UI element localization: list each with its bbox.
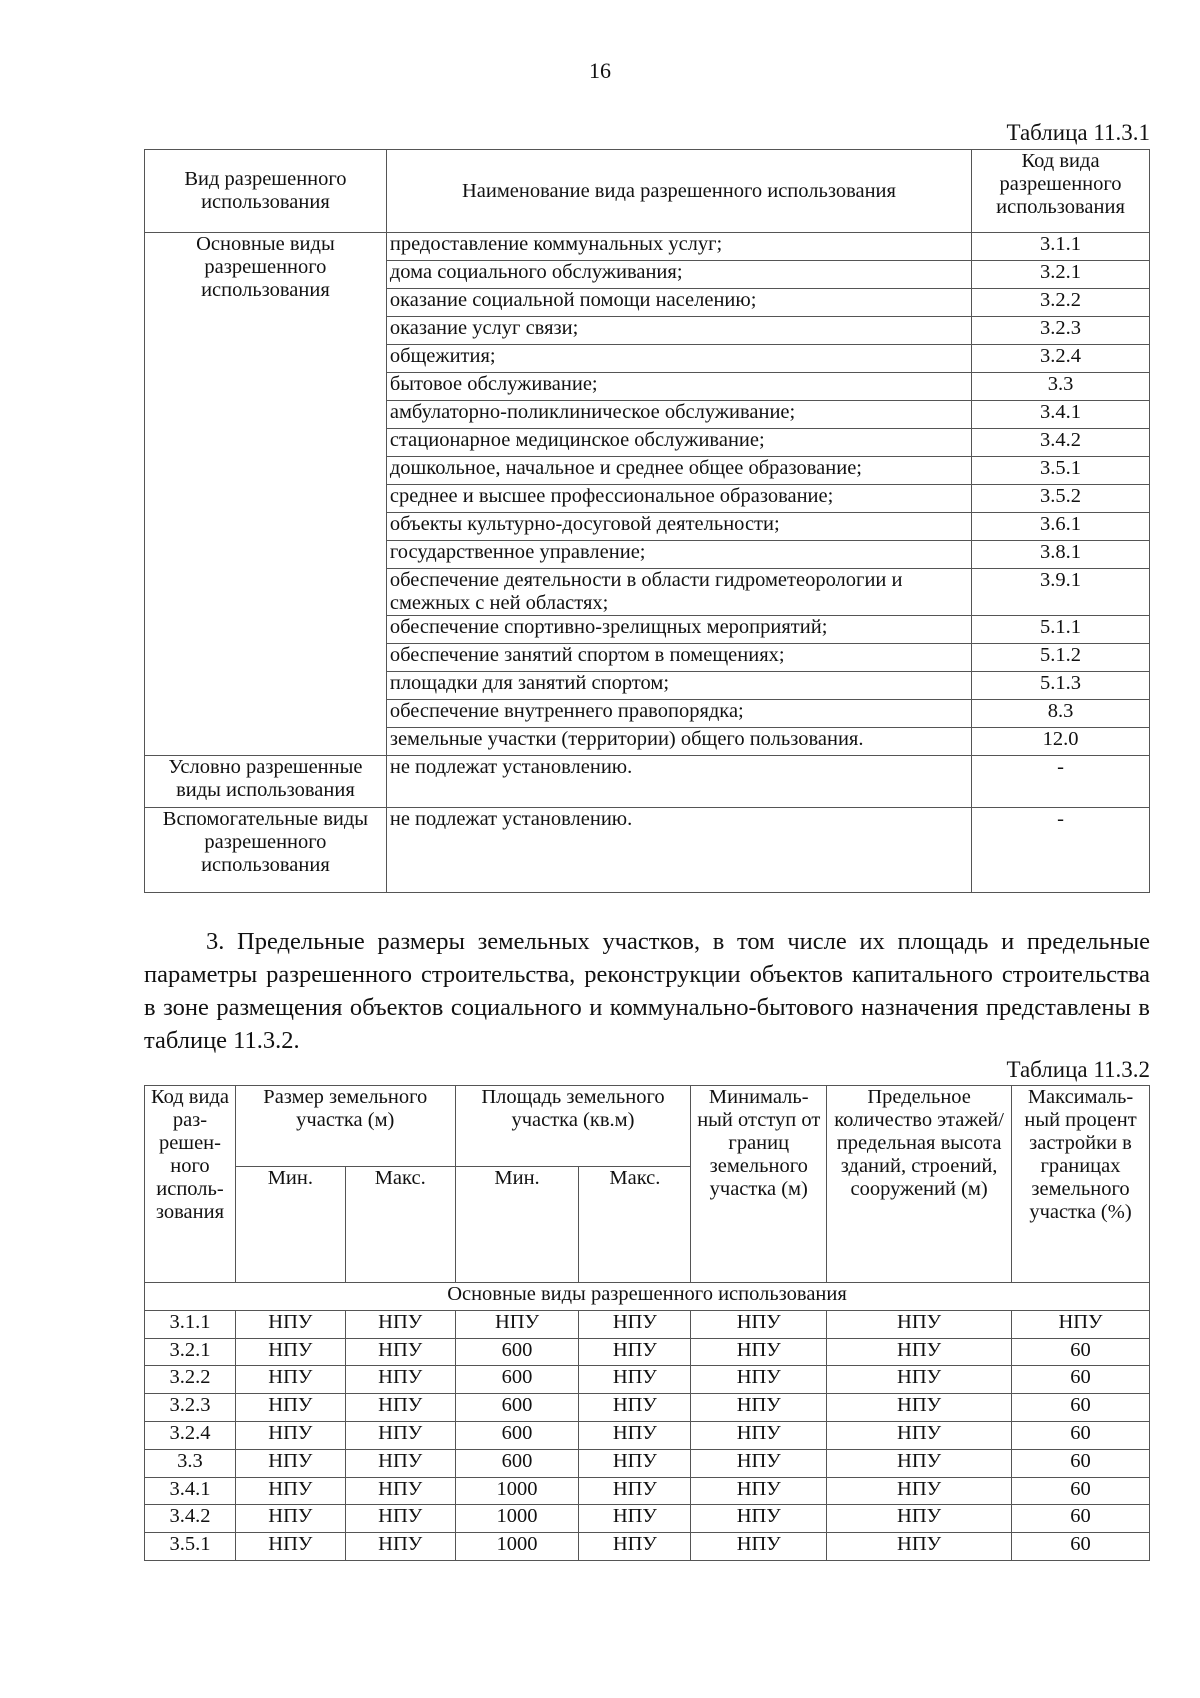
section-row: Основные виды разрешенного использования bbox=[145, 1283, 1150, 1311]
table-cell: НПУ bbox=[691, 1477, 827, 1505]
table-cell: НПУ bbox=[691, 1338, 827, 1366]
table-cell: НПУ bbox=[1012, 1310, 1150, 1338]
use-code-cell: - bbox=[972, 756, 1150, 808]
table-cell: НПУ bbox=[345, 1449, 455, 1477]
use-name-cell: бытовое обслуживание; bbox=[386, 373, 971, 401]
table-cell: 3.4.2 bbox=[145, 1505, 236, 1533]
table-cell: НПУ bbox=[691, 1394, 827, 1422]
use-type-cell: Вспомогательные виды разрешенного использования bbox=[145, 808, 387, 893]
table-cell: 1000 bbox=[455, 1533, 579, 1561]
table-cell: НПУ bbox=[827, 1505, 1012, 1533]
use-name-cell: не подлежат установлению. bbox=[386, 756, 971, 808]
table-cell: НПУ bbox=[579, 1477, 691, 1505]
header-code: Код вида раз-решен-ного исполь-зования bbox=[145, 1086, 236, 1283]
table-cell: НПУ bbox=[827, 1394, 1012, 1422]
table-cell: 1000 bbox=[455, 1505, 579, 1533]
table-cell: 600 bbox=[455, 1394, 579, 1422]
use-code-cell: - bbox=[972, 808, 1150, 893]
use-code-cell: 5.1.2 bbox=[972, 644, 1150, 672]
table-cell: НПУ bbox=[235, 1449, 345, 1477]
table-cell: НПУ bbox=[579, 1310, 691, 1338]
table-cell: НПУ bbox=[345, 1338, 455, 1366]
table-row bbox=[145, 1505, 1150, 1533]
table-cell: 60 bbox=[1012, 1421, 1150, 1449]
table-cell: 600 bbox=[455, 1366, 579, 1394]
table-cell: НПУ bbox=[691, 1366, 827, 1394]
use-name-cell: обеспечение спортивно-зрелищных мероприятий; bbox=[386, 616, 971, 644]
use-code-cell: 3.2.1 bbox=[972, 261, 1150, 289]
table-cell: НПУ bbox=[235, 1366, 345, 1394]
table-row bbox=[145, 1533, 1150, 1561]
table-cell: НПУ bbox=[235, 1477, 345, 1505]
table-cell: 600 bbox=[455, 1338, 579, 1366]
table-cell: НПУ bbox=[579, 1533, 691, 1561]
table-cell: 3.5.1 bbox=[145, 1533, 236, 1561]
table-cell: 3.2.3 bbox=[145, 1394, 236, 1422]
table-cell: НПУ bbox=[235, 1394, 345, 1422]
table-cell: 600 bbox=[455, 1421, 579, 1449]
use-code-cell: 3.5.1 bbox=[972, 457, 1150, 485]
table-cell: НПУ bbox=[691, 1449, 827, 1477]
use-name-cell: дома социального обслуживания; bbox=[386, 261, 971, 289]
header-percent: Максималь-ный процент застройки в границах земельного участка (%) bbox=[1012, 1086, 1150, 1283]
table-cell: НПУ bbox=[827, 1366, 1012, 1394]
use-code-cell: 3.2.3 bbox=[972, 317, 1150, 345]
use-name-cell: оказание социальной помощи населению; bbox=[386, 289, 971, 317]
table-cell: НПУ bbox=[691, 1421, 827, 1449]
table-cell: НПУ bbox=[827, 1421, 1012, 1449]
header-floors: Предельное количество этажей/ предельная высота зданий, строений, сооружений (м) bbox=[827, 1086, 1012, 1283]
table-cell: НПУ bbox=[345, 1533, 455, 1561]
header-use-name: Наименование вида разрешенного использования bbox=[386, 150, 971, 233]
table-cell: НПУ bbox=[691, 1533, 827, 1561]
header-area: Площадь земельного участка (кв.м) bbox=[455, 1086, 691, 1167]
paragraph-3: 3. Предельные размеры земельных участков, в том числе их площадь и предельные параметры разрешенного строительства, реконструкции объектов капитального строительства в зоне размещения объектов социального и коммунально-бытового назначения представлены в таблице 11.3.2. bbox=[144, 928, 1150, 1054]
table-row bbox=[145, 1394, 1150, 1422]
header-use-type: Вид разрешенного использования bbox=[145, 150, 387, 233]
table-cell: НПУ bbox=[827, 1449, 1012, 1477]
table-cell: 60 bbox=[1012, 1366, 1150, 1394]
table-cell: 60 bbox=[1012, 1338, 1150, 1366]
use-code-cell: 3.2.2 bbox=[972, 289, 1150, 317]
table-cell: 60 bbox=[1012, 1449, 1150, 1477]
use-name-cell: стационарное медицинское обслуживание; bbox=[386, 429, 971, 457]
use-type-cell: Условно разрешенные виды использования bbox=[145, 756, 387, 808]
table-cell: НПУ bbox=[579, 1449, 691, 1477]
use-code-cell: 3.3 bbox=[972, 373, 1150, 401]
table-cell: НПУ bbox=[235, 1533, 345, 1561]
table-cell: НПУ bbox=[235, 1310, 345, 1338]
table-cell: НПУ bbox=[579, 1421, 691, 1449]
table-cell: 60 bbox=[1012, 1533, 1150, 1561]
table-cell: НПУ bbox=[827, 1477, 1012, 1505]
table-cell: НПУ bbox=[345, 1421, 455, 1449]
table-cell: НПУ bbox=[579, 1366, 691, 1394]
header-setback: Минималь-ный отступ от границ земельного участка (м) bbox=[691, 1086, 827, 1283]
table-row bbox=[145, 808, 1150, 893]
table-cell: НПУ bbox=[691, 1310, 827, 1338]
table-cell: 3.2.1 bbox=[145, 1338, 236, 1366]
table-cell: НПУ bbox=[345, 1366, 455, 1394]
use-code-cell: 3.8.1 bbox=[972, 541, 1150, 569]
table-cell: НПУ bbox=[579, 1505, 691, 1533]
header-area-min: Мин. bbox=[455, 1167, 579, 1283]
header-size-min: Мин. bbox=[235, 1167, 345, 1283]
table-row bbox=[145, 233, 1150, 261]
table-row bbox=[145, 1338, 1150, 1366]
use-code-cell: 12.0 bbox=[972, 728, 1150, 756]
use-code-cell: 3.5.2 bbox=[972, 485, 1150, 513]
header-use-code: Код вида разрешенного использования bbox=[972, 150, 1150, 233]
table-cell: 3.3 bbox=[145, 1449, 236, 1477]
table-cell: НПУ bbox=[345, 1477, 455, 1505]
table-cell: НПУ bbox=[827, 1310, 1012, 1338]
table-cell: НПУ bbox=[235, 1338, 345, 1366]
header-size: Размер земельного участка (м) bbox=[235, 1086, 455, 1167]
table-row bbox=[145, 1477, 1150, 1505]
table-cell: НПУ bbox=[579, 1338, 691, 1366]
use-code-cell: 3.2.4 bbox=[972, 345, 1150, 373]
table-row bbox=[145, 1366, 1150, 1394]
use-code-cell: 3.4.2 bbox=[972, 429, 1150, 457]
page-number: 16 bbox=[589, 58, 611, 83]
use-code-cell: 5.1.1 bbox=[972, 616, 1150, 644]
table-cell: 60 bbox=[1012, 1477, 1150, 1505]
header-size-max: Макс. bbox=[345, 1167, 455, 1283]
use-name-cell: земельные участки (территории) общего пользования. bbox=[386, 728, 971, 756]
table2-caption: Таблица 11.3.2 bbox=[1006, 1057, 1150, 1082]
use-name-cell: обеспечение деятельности в области гидрометеорологии и смежных с ней областях; bbox=[386, 569, 971, 616]
use-name-cell: объекты культурно-досуговой деятельности; bbox=[386, 513, 971, 541]
use-name-cell: предоставление коммунальных услуг; bbox=[386, 233, 971, 261]
use-name-cell: обеспечение занятий спортом в помещениях; bbox=[386, 644, 971, 672]
use-name-cell: амбулаторно-поликлиническое обслуживание; bbox=[386, 401, 971, 429]
use-name-cell: не подлежат установлению. bbox=[386, 808, 971, 893]
land-use-types-table bbox=[144, 149, 1150, 893]
table-row bbox=[145, 1310, 1150, 1338]
table-cell: НПУ bbox=[579, 1394, 691, 1422]
table-cell: 3.2.4 bbox=[145, 1421, 236, 1449]
table-row bbox=[145, 1449, 1150, 1477]
use-name-cell: государственное управление; bbox=[386, 541, 971, 569]
table-cell: НПУ bbox=[235, 1421, 345, 1449]
use-code-cell: 3.1.1 bbox=[972, 233, 1150, 261]
table-cell: НПУ bbox=[235, 1505, 345, 1533]
table-cell: 60 bbox=[1012, 1394, 1150, 1422]
table-cell: НПУ bbox=[827, 1338, 1012, 1366]
table-cell: 3.1.1 bbox=[145, 1310, 236, 1338]
table-cell: 3.2.2 bbox=[145, 1366, 236, 1394]
table-row bbox=[145, 1421, 1150, 1449]
use-name-cell: площадки для занятий спортом; bbox=[386, 672, 971, 700]
table-cell: НПУ bbox=[345, 1394, 455, 1422]
table-cell: 3.4.1 bbox=[145, 1477, 236, 1505]
table-cell: НПУ bbox=[827, 1533, 1012, 1561]
table-cell: НПУ bbox=[455, 1310, 579, 1338]
use-name-cell: оказание услуг связи; bbox=[386, 317, 971, 345]
use-name-cell: общежития; bbox=[386, 345, 971, 373]
table1-caption: Таблица 11.3.1 bbox=[1006, 120, 1150, 145]
table-cell: НПУ bbox=[691, 1505, 827, 1533]
use-name-cell: дошкольное, начальное и среднее общее образование; bbox=[386, 457, 971, 485]
use-name-cell: обеспечение внутреннего правопорядка; bbox=[386, 700, 971, 728]
table-cell: НПУ bbox=[345, 1505, 455, 1533]
land-parameters-table bbox=[144, 1085, 1150, 1561]
table-cell: 600 bbox=[455, 1449, 579, 1477]
use-code-cell: 3.6.1 bbox=[972, 513, 1150, 541]
use-code-cell: 5.1.3 bbox=[972, 672, 1150, 700]
use-code-cell: 3.4.1 bbox=[972, 401, 1150, 429]
header-area-max: Макс. bbox=[579, 1167, 691, 1283]
use-type-cell: Основные виды разрешенного использования bbox=[145, 233, 387, 756]
table-cell: 60 bbox=[1012, 1505, 1150, 1533]
table-row bbox=[145, 756, 1150, 808]
table-cell: НПУ bbox=[345, 1310, 455, 1338]
use-code-cell: 3.9.1 bbox=[972, 569, 1150, 616]
use-code-cell: 8.3 bbox=[972, 700, 1150, 728]
table-cell: 1000 bbox=[455, 1477, 579, 1505]
use-name-cell: среднее и высшее профессиональное образование; bbox=[386, 485, 971, 513]
